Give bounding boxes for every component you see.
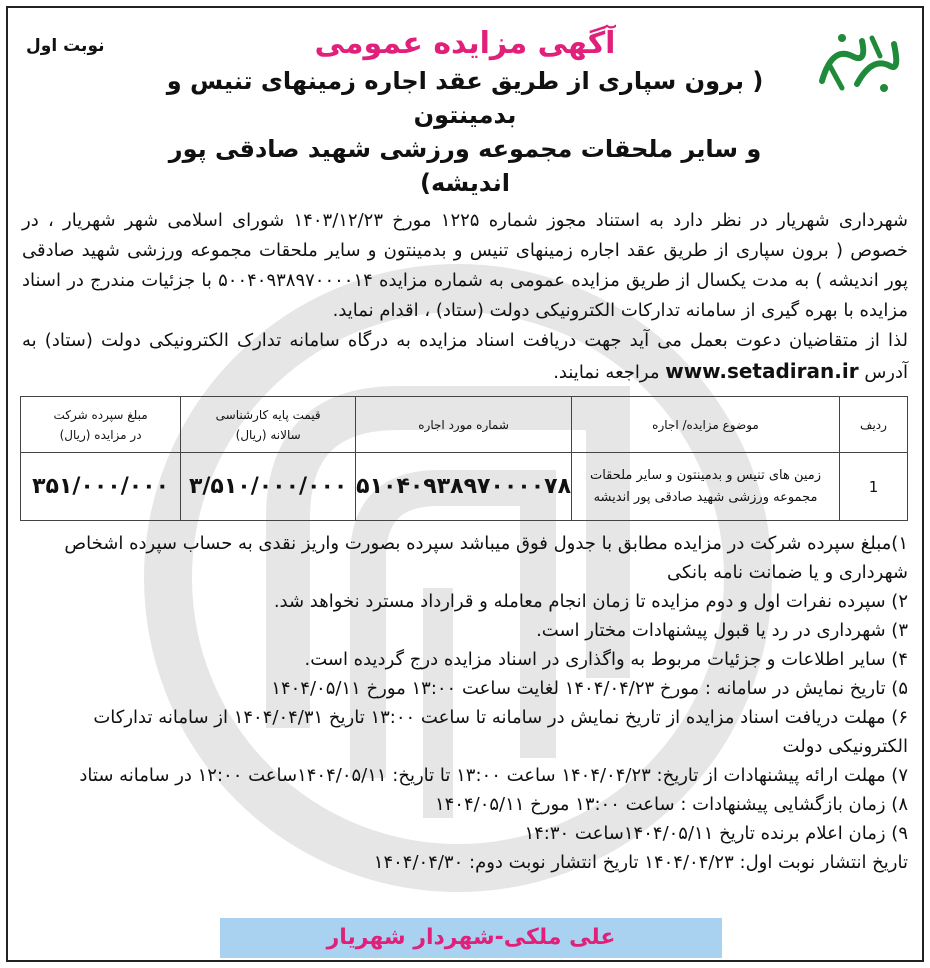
table-row bbox=[21, 453, 908, 521]
subtitle-line-2: و سایر ملحقات مجموعه ورزشی شهید صادقی پور اندیشه) bbox=[168, 135, 762, 197]
intro-text bbox=[22, 206, 908, 388]
conditions-list bbox=[22, 529, 908, 877]
condition-item: ۲) سپرده نفرات اول و دوم مزایده تا زمان انجام معامله و قرارداد مسترد نخواهد شد. bbox=[273, 591, 908, 612]
cell-subject-line-1: زمین های تنیس و بدمینتون و سایر ملحقات bbox=[589, 467, 822, 483]
condition-item: ۸) زمان بازگشایی پیشنهادات : ساعت ۱۳:۰۰ مورخ ۱۴۰۴/۰۵/۱۱ bbox=[434, 794, 908, 815]
ad-subtitle bbox=[22, 64, 908, 200]
publication-dates: تاریخ انتشار نوبت اول: ۱۴۰۴/۰۴/۲۳ تاریخ انتشار نوبت دوم: ۱۴۰۴/۰۴/۳۰ bbox=[373, 852, 908, 873]
condition-item: ۷) مهلت ارائه پیشنهادات از تاریخ: ۱۴۰۴/۰۴/۲۳ ساعت ۱۳:۰۰ تا تاریخ: ۱۴۰۴/۰۵/۱۱ساعت ۱۲:۰۰ در سامانه ستاد bbox=[79, 765, 908, 786]
condition-item: ۳) شهرداری در رد یا قبول پیشنهادات مختار است. bbox=[536, 620, 908, 641]
cell-deposit: ۳۵۱/۰۰۰/۰۰۰ bbox=[21, 453, 181, 521]
intro-paragraph-2-text: لذا از متقاضیان دعوت بعمل می آید جهت دریافت اسناد مزایده به درگاه سامانه تدارک الکترونیکی دولت (ستاد) به آدرس bbox=[22, 330, 908, 383]
condition-item: ۵) تاریخ نمایش در سامانه : مورخ ۱۴۰۴/۰۴/۲۳ لغایت ساعت ۱۳:۰۰ مورخ ۱۴۰۴/۰۵/۱۱ bbox=[271, 678, 908, 699]
cell-subject bbox=[572, 453, 840, 521]
cell-row-number: 1 bbox=[840, 453, 908, 521]
signature-box: علی ملکی-شهردار شهریار bbox=[220, 918, 722, 958]
round-label: نوبت اول bbox=[26, 36, 105, 56]
setad-url-link[interactable]: www.setadiran.ir bbox=[665, 359, 859, 383]
subtitle-line-1: ( برون سپاری از طریق عقد اجاره زمینهای تنیس و بدمینتون bbox=[166, 67, 764, 129]
header-base-price bbox=[181, 397, 356, 453]
header-base-price-line-2: سالانه (ریال) bbox=[235, 427, 301, 442]
notice-frame bbox=[6, 6, 924, 962]
cell-subject-line-2: مجموعه ورزشی شهید صادقی پور اندیشه bbox=[593, 489, 818, 505]
condition-item: ۹) زمان اعلام برنده تاریخ ۱۴۰۴/۰۵/۱۱ساعت ۱۴:۳۰ bbox=[524, 823, 908, 844]
intro-paragraph-2-end: مراجعه نمایند. bbox=[553, 362, 660, 383]
header-deposit-line-1: مبلغ سپرده شرکت bbox=[53, 407, 148, 422]
header-subject: موضوع مزایده/ اجاره bbox=[572, 397, 840, 453]
condition-item: ۱)مبلغ سپرده شرکت در مزایده مطابق با جدول فوق میباشد سپرده بصورت واریز نقدی به حساب سپرده اشخاص شهرداری و یا ضمانت نامه بانکی bbox=[64, 533, 908, 583]
header-deposit bbox=[21, 397, 181, 453]
condition-item: ۴) سایر اطلاعات و جزئیات مربوط به واگذاری در اسناد مزایده درج گردیده است. bbox=[304, 649, 908, 670]
header-row-number: ردیف bbox=[840, 397, 908, 453]
ad-title: آگهی مزایده عمومی bbox=[314, 26, 616, 61]
auction-table bbox=[20, 396, 908, 521]
table-header-row bbox=[21, 397, 908, 453]
header-deposit-line-2: در مزایده (ریال) bbox=[59, 427, 142, 442]
cell-base-price: ۳/۵۱۰/۰۰۰/۰۰۰ bbox=[181, 453, 356, 521]
condition-item: ۶) مهلت دریافت اسناد مزایده از تاریخ نمایش در سامانه تا ساعت ۱۳:۰۰ تاریخ ۱۴۰۴/۰۴/۳۱ از سامانه تدارکات الکترونیکی دولت bbox=[93, 707, 908, 757]
intro-paragraph-1: شهرداری شهریار در نظر دارد به استناد مجوز شماره ۱۲۲۵ مورخ ۱۴۰۳/۱۲/۲۳ شورای اسلامی شهر شهریار ، در خصوص ( برون سپاری از طریق عقد اجاره زمینهای تنیس و بدمینتون و سایر ملحقات مجموعه ورزشی شهید صادقی پور اندیشه ) به مدت یکسال از طریق مزایده عمومی به شماره مزایده ۵۰۰۴۰۹۳۸۹۷۰۰۰۰۱۴ با جزئیات مندرج در اسناد مزایده با بهره گیری از سامانه تدارکات الکترونیکی دولت (ستاد) ، اقدام نماید. bbox=[22, 210, 908, 321]
header-base-price-line-1: قیمت پایه کارشناسی bbox=[215, 407, 321, 422]
cell-lease-number: ۵۱۰۴۰۹۳۸۹۷۰۰۰۰۷۸ bbox=[356, 453, 572, 521]
intro-paragraph-2 bbox=[22, 326, 908, 388]
header-lease-number: شماره مورد اجاره bbox=[356, 397, 572, 453]
